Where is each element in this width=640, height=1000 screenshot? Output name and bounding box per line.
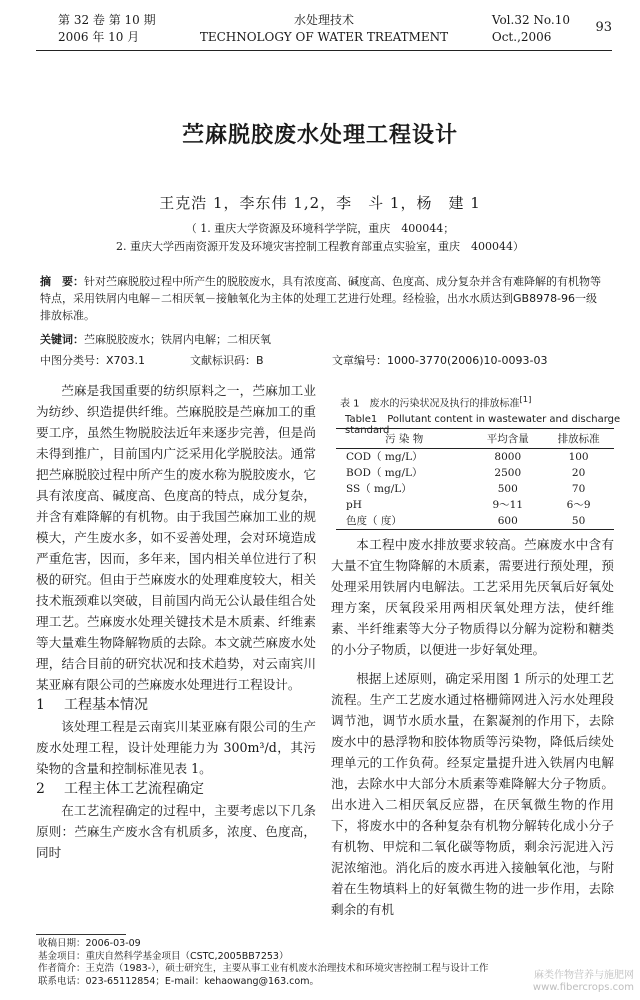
volume-info: Vol.32 No.10 Oct.,2006: [491, 13, 570, 44]
page-number: 93: [595, 20, 612, 35]
affiliation-2: 2. 重庆大学西南资源开发及环境灾害控制工程教育部重点实验室，重庆 400044）: [116, 240, 524, 253]
table-header-cell: 平均含量: [472, 429, 543, 449]
section-1-heading: 1 工程基本情况: [36, 697, 148, 713]
table-row: BOD（ mg/L） 2500 20: [346, 467, 586, 479]
contact-info: 联系电话：023-65112854；E-mail：kehaowang@163.com。: [38, 975, 319, 987]
intro-paragraph: 苎麻是我国重要的纺织原料之一，苎麻加工业为纺纱、织造提供纤维。苎麻脱胶是苎麻加工的重要工序，虽然生物脱胶法近年来逐步完善，但是尚未得到推广，目前国内广泛采用化学脱胶法。通常把苎麻脱胶过程中所产生的废水称为脱胶废水，它具有浓度高、碱度高、色度高的特点，成分复杂，并含有难降解的有机物。由于我国苎麻加工业的规模大，产生废水多，如不妥善处理，会对环境造成严重危害，因而，多年来，国内相关单位进行了积极的研究。但由于苎麻废水的处理难度较大，相关技术瓶颈难以突破，目前国内尚无公认最佳组合处理工艺。苎麻废水处理关键技术是木质素、纤维素等大量难生物降解物质的去除。本文就苎麻废水处理，结合目前的研究状况和技术趋势，对云南宾川某亚麻有限公司的苎麻废水处理进行工程设计。: [36, 383, 316, 692]
header-rule: [36, 50, 612, 51]
fund-info: 基金项目：重庆自然科学基金项目（CSTC,2005BB7253）: [38, 950, 289, 962]
table-citation: [1]: [519, 394, 532, 404]
article-number: 文章编号：1000-3770(2006)10-0093-03: [332, 354, 548, 367]
keywords-label: 关键词：: [40, 333, 84, 346]
footnote: [38, 938, 488, 988]
keywords: [40, 331, 604, 347]
section-1-paragraph: 该处理工程是云南宾川某亚麻有限公司的生产废水处理工程，设计处理能力为 300m³/d，其污染物的含量和控制标准见表 1。: [36, 719, 316, 776]
abstract-label: 摘 要：: [40, 275, 84, 288]
left-column: [36, 380, 316, 863]
table-header-cell: 污 染 物: [336, 429, 472, 449]
table-caption-en: Table1 Pollutant content in wastewater and discharge standard: [345, 414, 621, 436]
section-2-paragraph: 在工艺流程确定的过程中，主要考虑以下几条原则：苎麻生产废水含有机质多，浓度、色度高，同时: [36, 803, 316, 860]
author-list: 王克浩 1，李东伟 1,2，李 斗 1，杨 建 1: [159, 194, 481, 212]
affiliation-1: （ 1. 重庆大学资源及环境科学学院，重庆 400044；: [185, 222, 455, 235]
abstract-text: 针对苎麻脱胶过程中所产生的脱胶废水，具有浓度高、碱度高、色度高、成分复杂并含有难降解的有机物等特点，采用铁屑内电解－二相厌氧－接触氧化为主体的处理工艺进行处理。经检验，出水水质达到GB8978-96一级排放标准。: [40, 275, 601, 322]
received-date: 收稿日期：2006-03-09: [38, 938, 141, 949]
table-row: pH 9～11 6～9: [346, 499, 591, 511]
pollutant-table: [336, 428, 614, 530]
table-header-row: [336, 429, 614, 449]
table-row: SS（ mg/L） 500 70: [346, 483, 586, 495]
right-column: [331, 534, 614, 920]
right-paragraph-1: 本工程中废水排放要求较高。苎麻废水中含有大量不宜生物降解的木质素，需要进行预处理，预处理采用铁屑内电解法。工艺采用先厌氧后好氧处理方案，厌氧段采用两相厌氧处理方法，使纤维素、半纤维素等大分子物质得以分解为淀粉和糖类的小分子物质，以便进一步好氧处理。: [331, 537, 614, 657]
author-bio: 作者简介：王克浩（1983-），硕士研究生，主要从事工业有机废水治理技术和环境灾害控制工程与设计工作: [38, 963, 489, 974]
table-row: 色度（ 度） 600 50: [336, 513, 614, 530]
journal-name: 水处理技术 TECHNOLOGY OF WATER TREATMENT: [199, 13, 449, 44]
class-number: 中图分类号：X703.1: [40, 354, 146, 367]
article-title: 苎麻脱胶废水处理工程设计: [181, 123, 458, 148]
watermark: 麻类作物营养与施肥网 www.fibercrops.com: [532, 970, 634, 993]
table-header-cell: 排放标准: [543, 429, 614, 449]
running-header: [36, 8, 612, 48]
section-2-heading: 2 工程主体工艺流程确定: [36, 781, 204, 797]
issue-info: 第 32 卷 第 10 期 2006 年 10 月: [58, 13, 156, 44]
classification-line: [40, 352, 604, 368]
table-caption: 表 1 废水的污染状况及执行的排放标准[1]: [340, 394, 532, 410]
table-row: COD（ mg/L） 8000 100: [346, 451, 589, 463]
footnote-rule: [36, 934, 126, 935]
abstract: [40, 273, 604, 324]
right-paragraph-2: 根据上述原则，确定采用图 1 所示的处理工艺流程。生产工艺废水通过格栅筛网进入污水处理段调节池，调节水质水量，在絮凝剂的作用下，去除废水中的悬浮物和胶体物质等污染物，降低后续处理单元的工作负荷。经泵定量提升进入铁屑内电解池，去除水中大部分木质素等难降解大分子物质。出水进入二相厌氧反应器，在厌氧微生物的作用下，将废水中的各种复杂有机物分解转化成小分子有机物、甲烷和二氧化碳等物质，剩余污泥进入污泥浓缩池。消化后的废水再进入接触氧化池，与附着在生物填料上的好氧微生物的进一步作用，去除剩余的有机: [331, 671, 614, 917]
document-code: 文献标识码：B: [190, 354, 264, 367]
keywords-text: 苎麻脱胶废水；铁屑内电解；二相厌氧: [84, 333, 271, 346]
